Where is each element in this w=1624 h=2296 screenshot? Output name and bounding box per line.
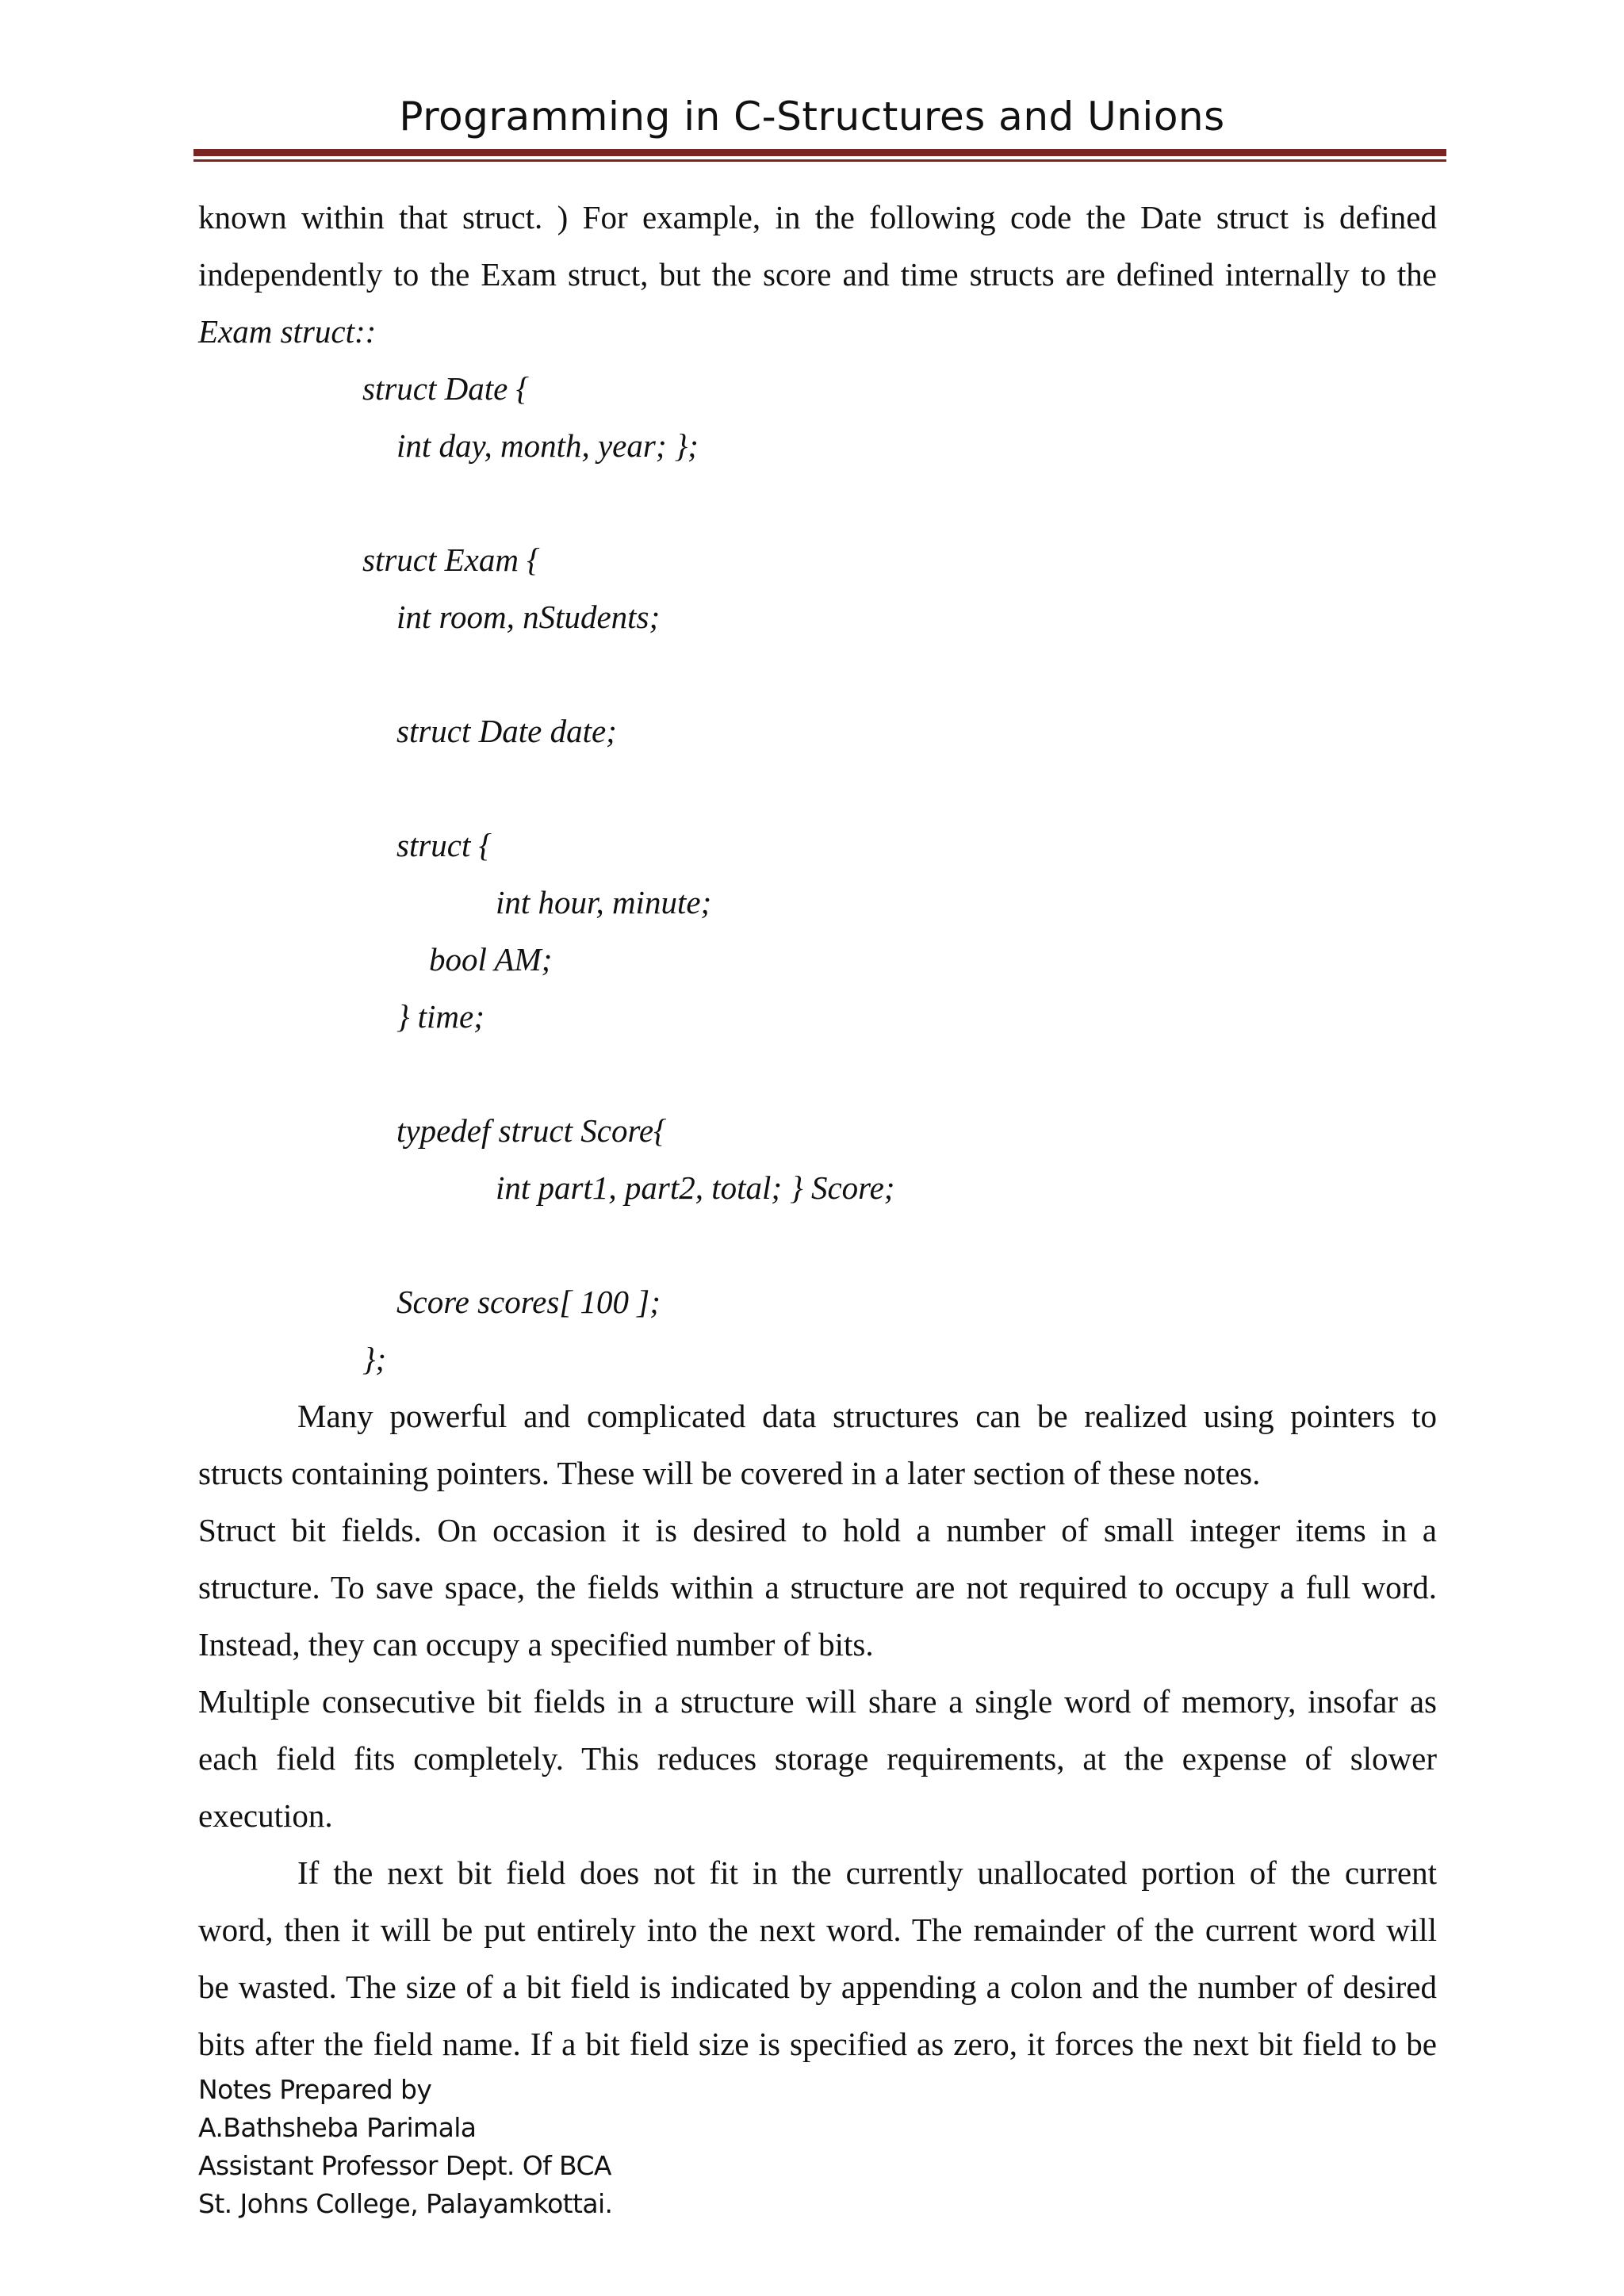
- footer-line: A.Bathsheba Parimala: [198, 2112, 477, 2143]
- paragraph-line: each field fits completely. This reduces storage requirements, at the expense of slower: [198, 1740, 1437, 1777]
- header-rule-thin: [193, 159, 1446, 162]
- paragraph-line: known within that struct. ) For example, in the following code the Date struct is defined: [198, 199, 1437, 235]
- footer-line: Assistant Professor Dept. Of BCA: [198, 2150, 611, 2181]
- code-line: int part1, part2, total; } Score;: [496, 1169, 895, 1206]
- paragraph-line: If the next bit field does not fit in the currently unallocated portion of the current: [297, 1854, 1437, 1891]
- code-line: struct Date date;: [396, 713, 617, 749]
- code-line: struct {: [396, 827, 492, 863]
- header-rule-thick: [193, 149, 1446, 156]
- paragraph-line: Many powerful and complicated data structures can be realized using pointers to: [297, 1398, 1437, 1434]
- code-line: typedef struct Score{: [396, 1112, 667, 1149]
- paragraph-line: structs containing pointers. These will be covered in a later section of these notes.: [198, 1455, 1261, 1491]
- code-line: int hour, minute;: [496, 884, 712, 920]
- paragraph-line: Exam struct::: [198, 313, 377, 350]
- page-title: Programming in C-Structures and Unions: [399, 94, 1225, 140]
- code-line: } time;: [396, 998, 485, 1035]
- code-line: int day, month, year; };: [396, 427, 699, 464]
- code-line: bool AM;: [429, 941, 553, 978]
- code-line: struct Exam {: [362, 541, 540, 578]
- paragraph-line: bits after the field name. If a bit field size is specified as zero, it forces the next bit field to be: [198, 2026, 1437, 2062]
- paragraph-line: be wasted. The size of a bit field is indicated by appending a colon and the number of desired: [198, 1969, 1437, 2005]
- paragraph-line: independently to the Exam struct, but the score and time structs are defined internally to the: [198, 256, 1437, 293]
- code-line: };: [362, 1341, 387, 1377]
- paragraph-line: Multiple consecutive bit fields in a structure will share a single word of memory, insofar as: [198, 1683, 1437, 1720]
- paragraph-line: word, then it will be put entirely into the next word. The remainder of the current word will: [198, 1911, 1437, 1948]
- paragraph-line: structure. To save space, the fields within a structure are not required to occupy a full word.: [198, 1569, 1437, 1605]
- paragraph-line: Struct bit fields. On occasion it is desired to hold a number of small integer items in a: [198, 1512, 1437, 1548]
- code-line: Score scores[ 100 ];: [396, 1284, 661, 1320]
- code-line: int room, nStudents;: [396, 599, 661, 635]
- paragraph-line: Instead, they can occupy a specified number of bits.: [198, 1626, 874, 1663]
- footer-line: St. Johns College, Palayamkottai.: [198, 2188, 613, 2219]
- paragraph-line: execution.: [198, 1797, 333, 1834]
- code-line: struct Date {: [362, 370, 529, 407]
- footer-line: Notes Prepared by: [198, 2074, 432, 2105]
